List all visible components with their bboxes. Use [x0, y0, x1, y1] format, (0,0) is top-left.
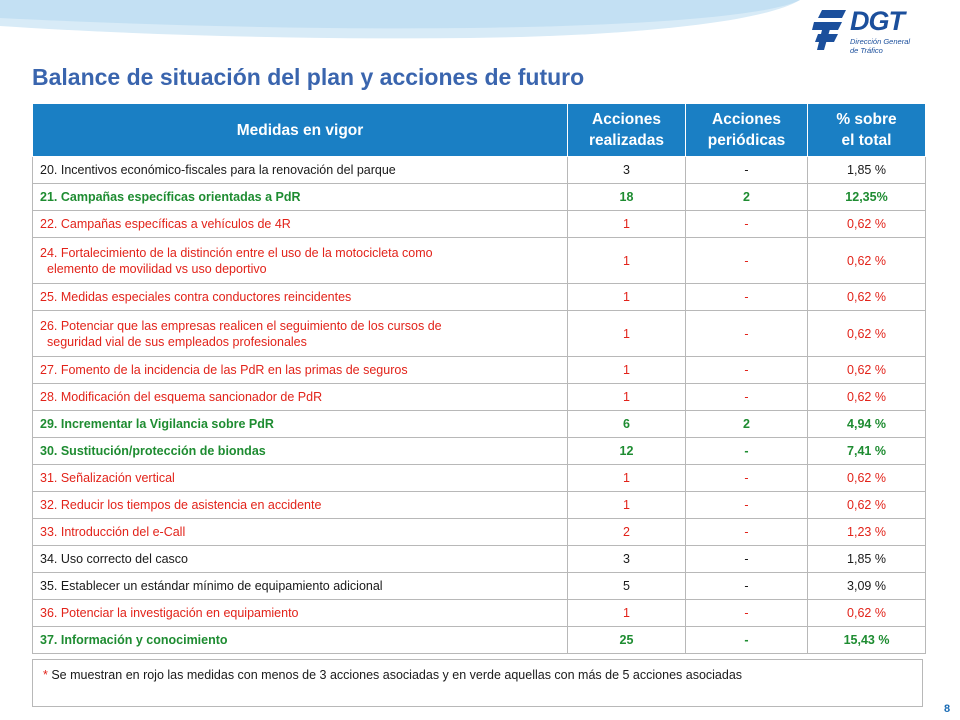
table-row — [33, 519, 926, 546]
table-body — [33, 157, 926, 654]
measure-name-line: 31. Señalización vertical — [40, 471, 175, 485]
measure-name-line: 24. Fortalecimiento de la distinción entre el uso de la motocicleta como — [40, 245, 433, 260]
percent-total-cell: 7,41 % — [808, 438, 926, 465]
measure-name-line: 34. Uso correcto del casco — [40, 552, 188, 566]
measure-name-cell — [33, 184, 568, 211]
percent-total-cell: 0,62 % — [808, 211, 926, 238]
actions-done-cell: 1 — [568, 600, 686, 627]
measure-name-cell — [33, 600, 568, 627]
header-actions-done: Acciones realizadas — [568, 104, 686, 157]
measure-name-cell — [33, 519, 568, 546]
actions-done-cell: 1 — [568, 465, 686, 492]
actions-done-cell: 1 — [568, 311, 686, 357]
logo-subtitle-line1: Dirección General — [850, 37, 911, 46]
measure-name-cell — [33, 573, 568, 600]
measure-name-cell — [33, 438, 568, 465]
measure-name-cell — [33, 211, 568, 238]
table-row — [33, 184, 926, 211]
measure-name-line: 21. Campañas específicas orientadas a PdR — [40, 190, 301, 204]
footnote-text: Se muestran en rojo las medidas con menos de 3 acciones asociadas y en verde aquellas con más de 5 acciones asociadas — [47, 668, 743, 682]
logo-wordmark: DGT — [850, 6, 904, 36]
actions-periodic-cell: 2 — [686, 184, 808, 211]
actions-done-cell: 3 — [568, 546, 686, 573]
measure-name-line: 36. Potenciar la investigación en equipamiento — [40, 606, 299, 620]
measure-name-line: 32. Reducir los tiempos de asistencia en accidente — [40, 498, 322, 512]
measure-name-line: 20. Incentivos económico-fiscales para la renovación del parque — [40, 163, 396, 177]
actions-periodic-cell: - — [686, 157, 808, 184]
actions-done-cell: 1 — [568, 284, 686, 311]
actions-done-cell: 5 — [568, 573, 686, 600]
table-row — [33, 573, 926, 600]
actions-done-cell: 1 — [568, 492, 686, 519]
measure-name-cell — [33, 238, 568, 284]
percent-total-cell: 15,43 % — [808, 627, 926, 654]
measure-name-cell — [33, 546, 568, 573]
measure-name-cell — [33, 284, 568, 311]
measure-name-cell — [33, 492, 568, 519]
percent-total-cell: 3,09 % — [808, 573, 926, 600]
table-row — [33, 600, 926, 627]
table-header-row — [33, 104, 926, 157]
actions-periodic-cell: - — [686, 465, 808, 492]
actions-done-cell: 1 — [568, 357, 686, 384]
percent-total-cell: 0,62 % — [808, 492, 926, 519]
percent-total-cell: 0,62 % — [808, 465, 926, 492]
table-row — [33, 546, 926, 573]
measure-name-cell — [33, 411, 568, 438]
header-percent-total: % sobre el total — [808, 104, 926, 157]
percent-total-cell: 1,85 % — [808, 157, 926, 184]
actions-periodic-cell: - — [686, 438, 808, 465]
percent-total-cell: 0,62 % — [808, 238, 926, 284]
percent-total-cell: 1,23 % — [808, 519, 926, 546]
actions-periodic-cell: - — [686, 384, 808, 411]
actions-done-cell: 1 — [568, 384, 686, 411]
dgt-emblem-icon — [812, 8, 848, 52]
actions-done-cell: 18 — [568, 184, 686, 211]
measure-name-line: seguridad vial de sus empleados profesionales — [47, 334, 307, 349]
footnote-marker: * — [43, 668, 48, 682]
percent-total-cell: 0,62 % — [808, 357, 926, 384]
actions-done-cell: 1 — [568, 238, 686, 284]
actions-periodic-cell: - — [686, 600, 808, 627]
measure-name-line: 37. Información y conocimiento — [40, 633, 228, 647]
actions-periodic-cell: - — [686, 519, 808, 546]
measures-table — [32, 103, 926, 654]
table-row — [33, 465, 926, 492]
percent-total-cell: 1,85 % — [808, 546, 926, 573]
measure-name-cell — [33, 157, 568, 184]
table-row — [33, 211, 926, 238]
table-row — [33, 157, 926, 184]
actions-done-cell: 2 — [568, 519, 686, 546]
percent-total-cell: 0,62 % — [808, 284, 926, 311]
measure-name-line: 28. Modificación del esquema sancionador de PdR — [40, 390, 323, 404]
actions-done-cell: 6 — [568, 411, 686, 438]
actions-done-cell: 12 — [568, 438, 686, 465]
actions-done-cell: 25 — [568, 627, 686, 654]
measure-name-line: 26. Potenciar que las empresas realicen el seguimiento de los cursos de — [40, 318, 442, 333]
actions-periodic-cell: - — [686, 238, 808, 284]
actions-periodic-cell: - — [686, 284, 808, 311]
table-row — [33, 492, 926, 519]
percent-total-cell: 0,62 % — [808, 311, 926, 357]
dgt-logo — [812, 6, 952, 60]
table-row — [33, 384, 926, 411]
actions-periodic-cell: - — [686, 573, 808, 600]
header-actions-periodic: Acciones periódicas — [686, 104, 808, 157]
percent-total-cell: 0,62 % — [808, 384, 926, 411]
actions-done-cell: 1 — [568, 211, 686, 238]
measure-name-line: 27. Fomento de la incidencia de las PdR en las primas de seguros — [40, 363, 408, 377]
measure-name-line: 25. Medidas especiales contra conductores reincidentes — [40, 290, 352, 304]
actions-periodic-cell: - — [686, 357, 808, 384]
header-measures: Medidas en vigor — [33, 104, 568, 157]
measure-name-cell — [33, 357, 568, 384]
measure-name-cell — [33, 311, 568, 357]
measure-name-line: elemento de movilidad vs uso deportivo — [47, 261, 267, 276]
actions-done-cell: 3 — [568, 157, 686, 184]
page-title: Balance de situación del plan y acciones de futuro — [32, 64, 585, 90]
actions-periodic-cell: - — [686, 492, 808, 519]
footnote — [32, 659, 923, 707]
measure-name-cell — [33, 627, 568, 654]
actions-periodic-cell: 2 — [686, 411, 808, 438]
measure-name-line: 30. Sustitución/protección de biondas — [40, 444, 266, 458]
table-row — [33, 311, 926, 357]
table-row — [33, 238, 926, 284]
table-row — [33, 284, 926, 311]
logo-subtitle-line2: de Tráfico — [850, 46, 883, 55]
table-row — [33, 438, 926, 465]
measure-name-line: 22. Campañas específicas a vehículos de 4R — [40, 217, 291, 231]
percent-total-cell: 0,62 % — [808, 600, 926, 627]
measure-name-line: 33. Introducción del e-Call — [40, 525, 186, 539]
measure-name-line: 29. Incrementar la Vigilancia sobre PdR — [40, 417, 274, 431]
actions-periodic-cell: - — [686, 311, 808, 357]
percent-total-cell: 12,35% — [808, 184, 926, 211]
table-row — [33, 411, 926, 438]
table-row — [33, 627, 926, 654]
page-number: 8 — [944, 703, 951, 715]
percent-total-cell: 4,94 % — [808, 411, 926, 438]
measure-name-line: 35. Establecer un estándar mínimo de equipamiento adicional — [40, 579, 383, 593]
table-row — [33, 357, 926, 384]
actions-periodic-cell: - — [686, 627, 808, 654]
actions-periodic-cell: - — [686, 546, 808, 573]
measure-name-cell — [33, 384, 568, 411]
actions-periodic-cell: - — [686, 211, 808, 238]
measure-name-cell — [33, 465, 568, 492]
